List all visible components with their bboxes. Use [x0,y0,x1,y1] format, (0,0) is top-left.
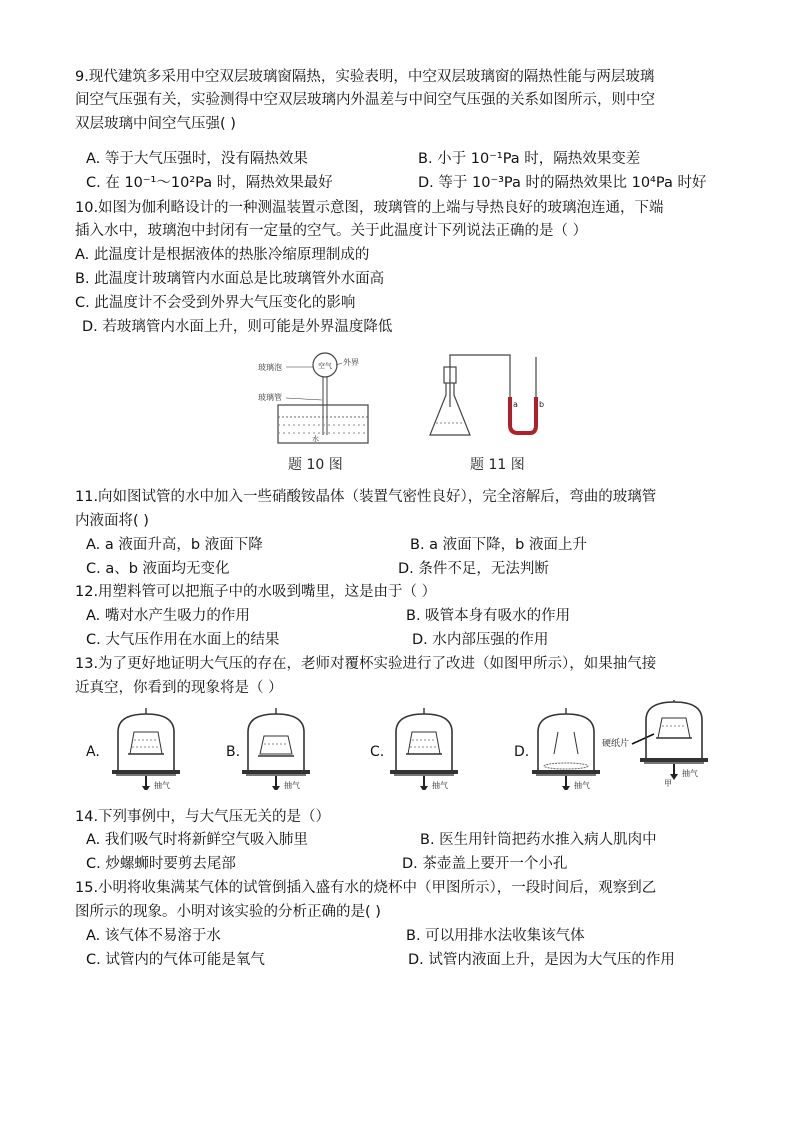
q13-stem-line-1: 13.为了更好地证明大气压的存在，老师对覆杯实验进行了改进（如图甲所示），如果抽气接 [75,656,657,672]
q14-option-b: B. 医生用针筒把药水推入病人肌肉中 [420,832,657,848]
q13-label-a: A. [86,744,100,760]
q13-card-label: 硬纸片 [602,739,630,749]
q14-stem: 14.下列事例中，与大气压无关的是（） [75,809,331,825]
fig10-label-tube: 玻璃管 [258,393,282,402]
q15-option-a: A. 该气体不易溶于水 [86,928,221,944]
q13-jia-label: 甲 [664,779,672,788]
q13-figures [80,700,710,790]
q11-option-d: D. 条件不足，无法判断 [398,561,549,577]
q14-option-c: C. 炒螺蛳时要剪去尾部 [86,856,236,872]
q15-stem-line-1: 15.小明将收集满某气体的试管倒插入盛有水的烧杯中（甲图所示），一段时间后，观察到乙 [75,880,657,896]
q9-stem-line-2: 间空气压强有关，实验测得中空双层玻璃内外温差与中间空气压强的关系如图所示，则中空 [75,92,655,108]
q14-option-a: A. 我们吸气时将新鲜空气吸入肺里 [86,832,308,848]
q9-option-b: B. 小于 10⁻¹Pa 时，隔热效果变差 [418,151,641,167]
q9-stem-line-1: 9.现代建筑多采用中空双层玻璃窗隔热，实验表明，中空双层玻璃窗的隔热性能与两层玻璃 [75,69,655,85]
fig10-label-water: 水 [312,435,319,443]
q10-option-a: A. 此温度计是根据液体的热胀冷缩原理制成的 [75,247,370,263]
figure-11-flask [430,355,544,473]
q9-option-c: C. 在 10⁻¹～10²Pa 时，隔热效果最好 [86,175,333,191]
q14-option-d: D. 茶壶盖上要开一个小孔 [402,856,568,872]
q10-option-d: D. 若玻璃管内水面上升，则可能是外界温度降低 [82,319,393,335]
q11-option-c: C. a、b 液面均无变化 [86,561,230,577]
q15-stem-line-2: 图所示的现象。小明对该实验的分析正确的是( ) [75,904,381,920]
q13-label-c: C. [370,744,385,760]
q15-option-d: D. 试管内液面上升，是因为大气压的作用 [408,952,675,968]
figure-10-thermometer [258,353,368,473]
q13-jar-b [242,708,310,790]
q9-stem-line-3: 双层玻璃中间空气压强( ) [75,116,236,132]
q13-label-b: B. [226,744,241,760]
q13-pump-label-a: 抽气 [154,781,170,790]
q15-option-c: C. 试管内的气体可能是氧气 [86,952,265,968]
q11-stem-line-2: 内液面将( ) [75,513,149,529]
q15-option-b: B. 可以用排水法收集该气体 [406,928,585,944]
fig11-label-a: a [513,400,518,409]
q13-pump-label-c: 抽气 [432,781,448,790]
fig11-label-b: b [539,400,545,409]
q12-option-d: D. 水内部压强的作用 [412,632,549,648]
q10-stem-line-1: 10.如图为伽利略设计的一种测温装置示意图，玻璃管的上端与导热良好的玻璃泡连通，下端 [75,200,664,216]
figures-10-11 [250,345,550,480]
q13-label-d: D. [514,744,530,760]
q12-option-a: A. 嘴对水产生吸力的作用 [86,608,250,624]
q12-stem: 12.用塑料管可以把瓶子中的水吸到嘴里，这是由于（ ） [75,584,437,600]
fig10-label-outside: 外界 [343,358,359,367]
fig10-label-air: 空气 [318,362,332,370]
q13-stem-line-2: 近真空，你看到的现象将是（ ） [75,680,283,696]
q12-option-c: C. 大气压作用在水面上的结果 [86,632,280,648]
q11-stem-line-1: 11.向如图试管的水中加入一些硝酸铵晶体（装置气密性良好），完全溶解后，弯曲的玻璃管 [75,489,657,505]
q13-pump-label-jia: 抽气 [682,769,698,778]
q9-option-a: A. 等于大气压强时，没有隔热效果 [86,151,308,167]
q9-option-d: D. 等于 10⁻³Pa 时的隔热效果比 10⁴Pa 时好 [418,175,707,191]
fig10-caption: 题 10 图 [288,457,343,473]
q13-jar-c [390,708,458,790]
q12-option-b: B. 吸管本身有吸水的作用 [406,608,571,624]
q10-option-c: C. 此温度计不会受到外界大气压变化的影响 [75,295,356,311]
fig11-caption: 题 11 图 [470,457,525,473]
q13-pump-label-d: 抽气 [574,781,590,790]
q11-option-a: A. a 液面升高，b 液面下降 [86,537,263,553]
q10-stem-line-2: 插入水中，玻璃泡中封闭有一定量的空气。关于此温度计下列说法正确的是（ ） [75,223,588,239]
q13-pump-label-b: 抽气 [284,781,300,790]
q13-jar-jia [640,700,708,788]
q13-jar-a [112,708,180,790]
q11-option-b: B. a 液面下降，b 液面上升 [410,537,587,553]
q10-option-b: B. 此温度计玻璃管内水面总是比玻璃管外水面高 [75,271,385,287]
q13-jar-d [532,708,600,790]
fig10-label-bulb: 玻璃泡 [258,363,282,372]
